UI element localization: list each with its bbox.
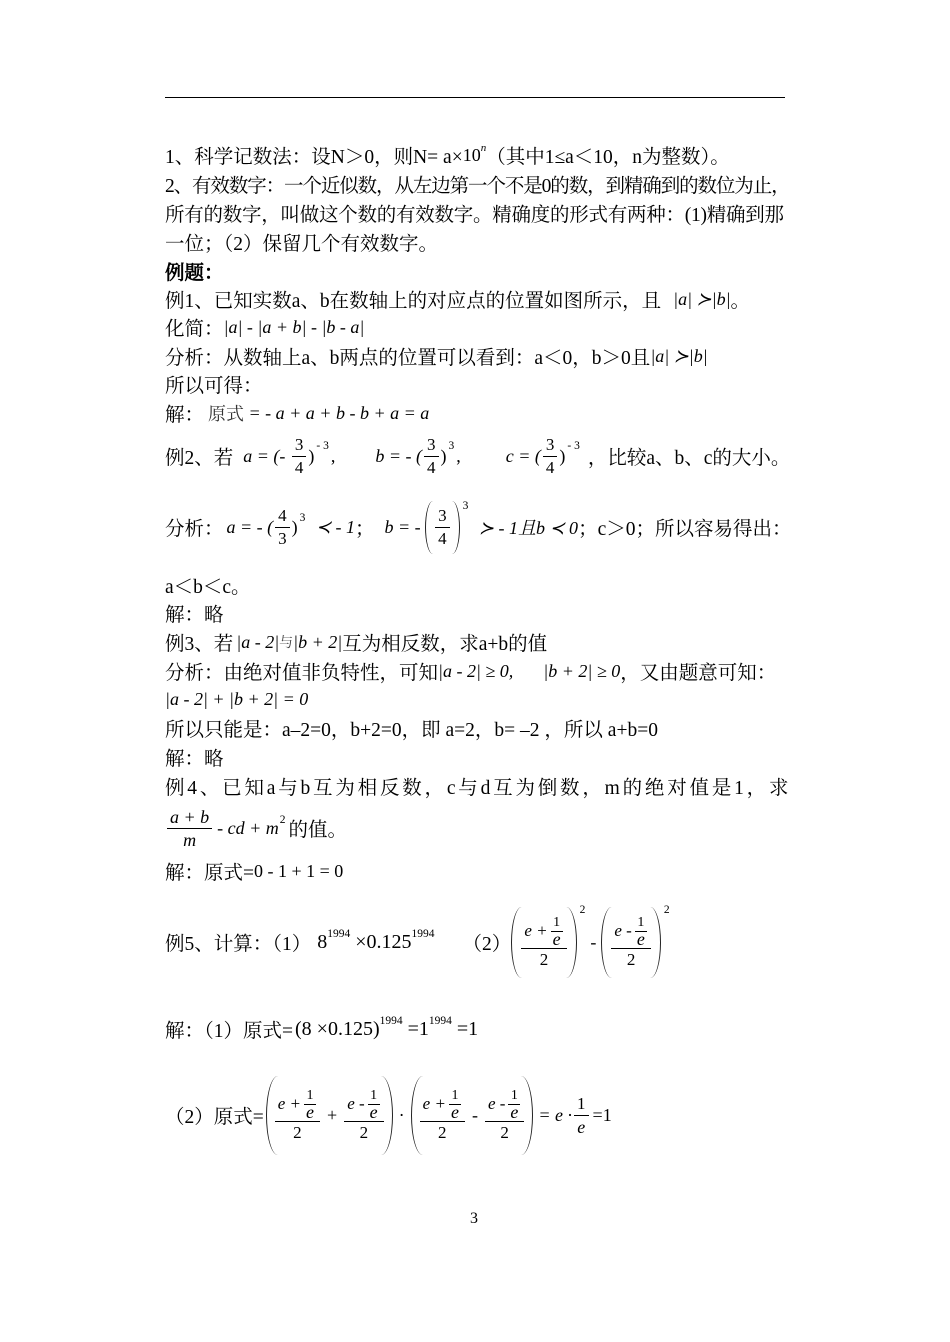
example1-analysis	[165, 342, 708, 370]
example3-deduction-text: 所以只能是：a–2=0，b+2=0，即 a=2，b= –2 ，所以 a+b=0	[165, 720, 658, 741]
example2-a-lhs: a = (-	[243, 445, 290, 466]
example3-sum-equation-expression: |a - 2| + |b + 2| = 0	[165, 688, 309, 709]
example1-statement	[165, 285, 750, 313]
example2-b-close-paren: )	[440, 445, 447, 466]
fraction-denominator: e	[577, 1116, 586, 1137]
fraction-numerator: 3	[543, 435, 558, 457]
example2-analysis-label: 分析：	[165, 519, 224, 540]
example4-solution-label: 解：原式=	[165, 863, 254, 884]
fraction-denominator: e	[369, 1101, 378, 1122]
fraction-numerator: 1	[368, 1088, 380, 1105]
fraction-denominator: 3	[278, 528, 287, 548]
example5-result-end: =1	[592, 1104, 612, 1125]
fraction-numerator: 1	[304, 1088, 316, 1105]
example2-c-close-paren: )	[559, 445, 566, 466]
fraction-numerator: 1	[508, 1088, 520, 1105]
significant-figures-text-2: 所有的数字，叫做这个数的有效数字。精确度的形式有两种：(1)精确到那	[165, 205, 784, 226]
e-minus-term: e -	[614, 920, 632, 940]
example5-solution1-exponent: 1994	[379, 1015, 403, 1027]
e-plus-term: e +	[524, 920, 548, 940]
fraction-denominator: e	[306, 1101, 315, 1122]
example1-solution-expression: = - a + a + b - b + a = a	[244, 402, 430, 423]
example2-a-exponent: - 3	[316, 440, 329, 452]
example2-label: 例2、若	[165, 448, 234, 469]
example2-analysis-b-relation: ≻ - 1且b ≺ 0	[474, 518, 579, 538]
example2-analysis-a-lhs: a = - (	[226, 516, 274, 537]
example4-exponent: 2	[279, 814, 286, 826]
example2-analysis-b-paren-group	[425, 501, 460, 554]
fraction-denominator: m	[183, 829, 197, 850]
fraction-numerator	[485, 1088, 524, 1122]
example3-analysis	[165, 657, 776, 685]
example5-solution1-exponent-2: 1994	[428, 1015, 452, 1027]
example3-inequality-b: |b + 2| ≥ 0	[543, 660, 621, 681]
example2-conclusion-text: a＜b＜c。	[165, 577, 251, 598]
example2-b-fraction	[424, 435, 439, 478]
fraction-one-over-e	[551, 915, 563, 947]
fraction-denominator: 2	[500, 1122, 509, 1142]
example2-solution-text: 解：略	[165, 605, 224, 626]
example5-paren-group-minus	[601, 907, 660, 978]
example5-label: 例5、计算：（1）	[165, 934, 312, 955]
fraction-denominator: 2	[359, 1122, 369, 1142]
example3-question	[165, 628, 547, 656]
significant-figures-text-3: 一位；（2）保留几个有效数字。	[165, 234, 439, 255]
fraction-denominator: 4	[294, 457, 304, 477]
fraction-numerator: 1	[574, 1094, 589, 1116]
example2-a-close-paren: )	[308, 445, 315, 466]
example1-statement-end: 。	[730, 291, 751, 312]
example2-a-comma: ,	[330, 445, 336, 466]
example5-solution1-result: =1	[451, 1017, 479, 1040]
significant-figures-line-2	[165, 199, 784, 227]
fraction-numerator	[611, 915, 650, 949]
fraction-numerator: 3	[292, 435, 307, 457]
example3-label: 例3、若	[165, 634, 234, 655]
example2-analysis-b-lhs: b = -	[384, 516, 426, 537]
example5-part2-label: （2）	[462, 934, 512, 955]
fraction-denominator: e	[450, 1101, 459, 1122]
example4-fraction	[167, 807, 212, 850]
example2-question	[165, 430, 790, 482]
fraction-denominator: 2	[438, 1122, 447, 1142]
example2-question-end: ，比较a、b、c的大小。	[587, 448, 791, 469]
e-minus-term: e -	[347, 1093, 365, 1113]
example4-solution-expression: 0 - 1 + 1 = 0	[254, 860, 344, 881]
example3-solution-text: 解：略	[165, 749, 224, 770]
fraction-denominator: 4	[427, 457, 436, 477]
example3-expression-a: |a - 2|	[236, 631, 280, 652]
fraction-numerator	[420, 1088, 465, 1122]
fraction-e-plus-inverse-over-two	[275, 1088, 320, 1143]
fraction-numerator	[275, 1088, 320, 1122]
example1-therefore-text: 所以可得：	[165, 376, 263, 397]
power-base: 10	[462, 144, 481, 165]
scientific-notation-text: 1、科学记数法：设N＞0，则N= a×	[165, 147, 463, 168]
fraction-e-plus-inverse-over-two	[521, 915, 566, 970]
example5-question	[165, 900, 670, 984]
fraction-denominator: e	[636, 928, 645, 949]
fraction-denominator: 2	[626, 949, 636, 969]
e-minus-term: e -	[487, 1093, 506, 1113]
fraction-denominator: 4	[438, 528, 447, 548]
example5-difference-paren-group	[411, 1076, 534, 1155]
fraction-one-over-e	[304, 1088, 316, 1120]
example2-c-lhs: c = (	[505, 445, 541, 466]
example5-sum-paren-group	[266, 1076, 393, 1155]
example2-analysis-separator: ；	[354, 519, 375, 540]
example4-statement	[165, 772, 791, 800]
fraction-denominator: e	[510, 1101, 519, 1122]
example1-analysis-expression: |a| ≻|b|	[650, 345, 708, 366]
e-plus-term: e +	[277, 1093, 302, 1113]
example5-part1-exponent-2: 1994	[411, 928, 435, 940]
fraction-denominator: 4	[545, 457, 555, 477]
difference-operator: -	[471, 1104, 478, 1125]
example1-analysis-text: 分析：从数轴上a、b两点的位置可以看到：a＜0，b＞0且	[165, 348, 651, 369]
example5-solution2-label: （2）原式=	[165, 1107, 264, 1128]
example3-conjunction: 与	[279, 636, 294, 651]
example2-analysis-a-fraction	[275, 506, 290, 549]
example5-result-lhs: = e ·	[538, 1104, 573, 1125]
significant-figures-line-1	[165, 170, 790, 198]
fraction-numerator: 1	[551, 915, 563, 932]
example5-solution1-equals: =1	[402, 1017, 429, 1040]
example5-solution1-expression: (8 ×0.125)	[295, 1017, 380, 1040]
fraction-one-over-e	[449, 1088, 461, 1120]
example2-c-fraction	[543, 435, 558, 478]
example3-solution	[165, 743, 224, 771]
fraction-one-over-e	[635, 915, 647, 947]
example4-statement-end: 的值。	[288, 820, 348, 841]
power-exponent: n	[480, 142, 487, 154]
example2-analysis-a-exponent: 3	[299, 512, 306, 524]
example1-statement-text: 例1、已知实数a、b在数轴上的对应点的位置如图所示，且	[165, 291, 662, 312]
header-rule	[165, 97, 785, 98]
fraction-denominator: 2	[293, 1122, 302, 1142]
example3-analysis-end: ，又由题意可知：	[620, 663, 777, 684]
example5-square-exponent: 2	[579, 904, 586, 916]
scientific-notation-line	[165, 141, 730, 169]
example4-statement-text: 例4、已知a与b互为相反数，c与d互为倒数，m的绝对值是1，求	[165, 778, 792, 799]
example5-part1-base: 8	[317, 930, 328, 953]
example2-a-fraction	[292, 435, 307, 478]
page-number: 3	[470, 1210, 478, 1227]
fraction-one-over-e	[508, 1088, 520, 1120]
fraction-numerator: 1	[449, 1088, 461, 1105]
example2-analysis	[165, 497, 791, 557]
example5-paren-group-plus	[511, 907, 576, 978]
example2-analysis-a-relation: ≺ - 1	[311, 516, 355, 537]
example1-therefore	[165, 370, 263, 398]
example2-analysis-a-close-paren: )	[291, 516, 298, 537]
example2-analysis-end: ；c＞0；所以容易得出：	[578, 519, 792, 540]
sum-operator: +	[327, 1104, 338, 1125]
example2-analysis-b-exponent: 3	[462, 500, 469, 512]
example1-solution	[165, 399, 429, 427]
fraction-numerator	[344, 1088, 383, 1122]
fraction-one-over-e	[368, 1088, 380, 1120]
example1-solution-label: 解：	[165, 405, 205, 426]
example1-condition: |a| ≻|b|	[673, 288, 731, 309]
fraction-numerator	[521, 915, 566, 949]
fraction-numerator: 3	[435, 506, 450, 528]
fraction-numerator: a + b	[167, 807, 212, 829]
example3-question-end: 互为相反数，求a+b的值	[342, 634, 548, 655]
example1-solution-word: 原式	[208, 404, 245, 424]
example3-expression-b: |b + 2|	[293, 631, 343, 652]
fraction-e-plus-inverse-over-two	[420, 1088, 465, 1143]
fraction-denominator: 2	[539, 949, 549, 969]
examples-heading	[165, 257, 224, 285]
example3-deduction	[165, 714, 658, 742]
example2-analysis-b-fraction	[435, 506, 450, 549]
example5-part1-exponent: 1994	[327, 928, 351, 940]
fraction-numerator: 3	[424, 435, 439, 457]
fraction-e-minus-inverse-over-two	[485, 1088, 524, 1143]
example5-part1-times: ×0.125	[350, 930, 412, 953]
example3-analysis-text: 分析：由绝对值非负特性，可知	[165, 663, 439, 684]
example5-solution-part2	[165, 1070, 612, 1160]
example3-sum-equation	[165, 685, 308, 713]
example4-expression	[165, 803, 347, 853]
example2-b-comma: ,	[456, 445, 461, 466]
example2-b-lhs: b = - (	[375, 445, 423, 466]
fraction-numerator: 1	[635, 915, 647, 932]
scientific-notation-condition: （其中1≤a＜10，n为整数）。	[486, 147, 730, 168]
significant-figures-text-1: 2、有效数字：一个近似数，从左边第一个不是0的数，到精确到的数位为止，	[165, 176, 790, 197]
example2-b-exponent: 3	[448, 440, 455, 452]
example4-solution	[165, 857, 343, 885]
significant-figures-line-3	[165, 228, 438, 256]
example5-difference-operator: -	[590, 931, 597, 952]
example5-solution-part1	[165, 1015, 478, 1043]
fraction-numerator: 4	[275, 506, 290, 528]
fraction-e-minus-inverse-over-two	[611, 915, 650, 970]
examples-heading-text: 例题：	[165, 263, 224, 284]
example1-simplify-expression: |a| - |a + b| - |b - a|	[223, 316, 365, 337]
example1-simplify-label: 化简：	[165, 319, 224, 340]
fraction-one-over-e-result	[574, 1094, 589, 1137]
product-dot: ·	[398, 1104, 405, 1125]
example3-inequality-a: |a - 2| ≥ 0,	[438, 660, 514, 681]
example2-solution	[165, 599, 224, 627]
example2-conclusion	[165, 571, 251, 599]
example4-expression-rest: - cd + m	[217, 817, 279, 838]
example2-c-exponent: - 3	[567, 440, 580, 452]
e-plus-term: e +	[422, 1093, 446, 1113]
fraction-denominator: e	[552, 928, 561, 949]
example5-solution1-label: 解：（1）原式=	[165, 1021, 293, 1042]
example1-simplify	[165, 313, 364, 341]
example5-square-exponent-2: 2	[663, 904, 670, 916]
fraction-e-minus-inverse-over-two	[344, 1088, 383, 1143]
